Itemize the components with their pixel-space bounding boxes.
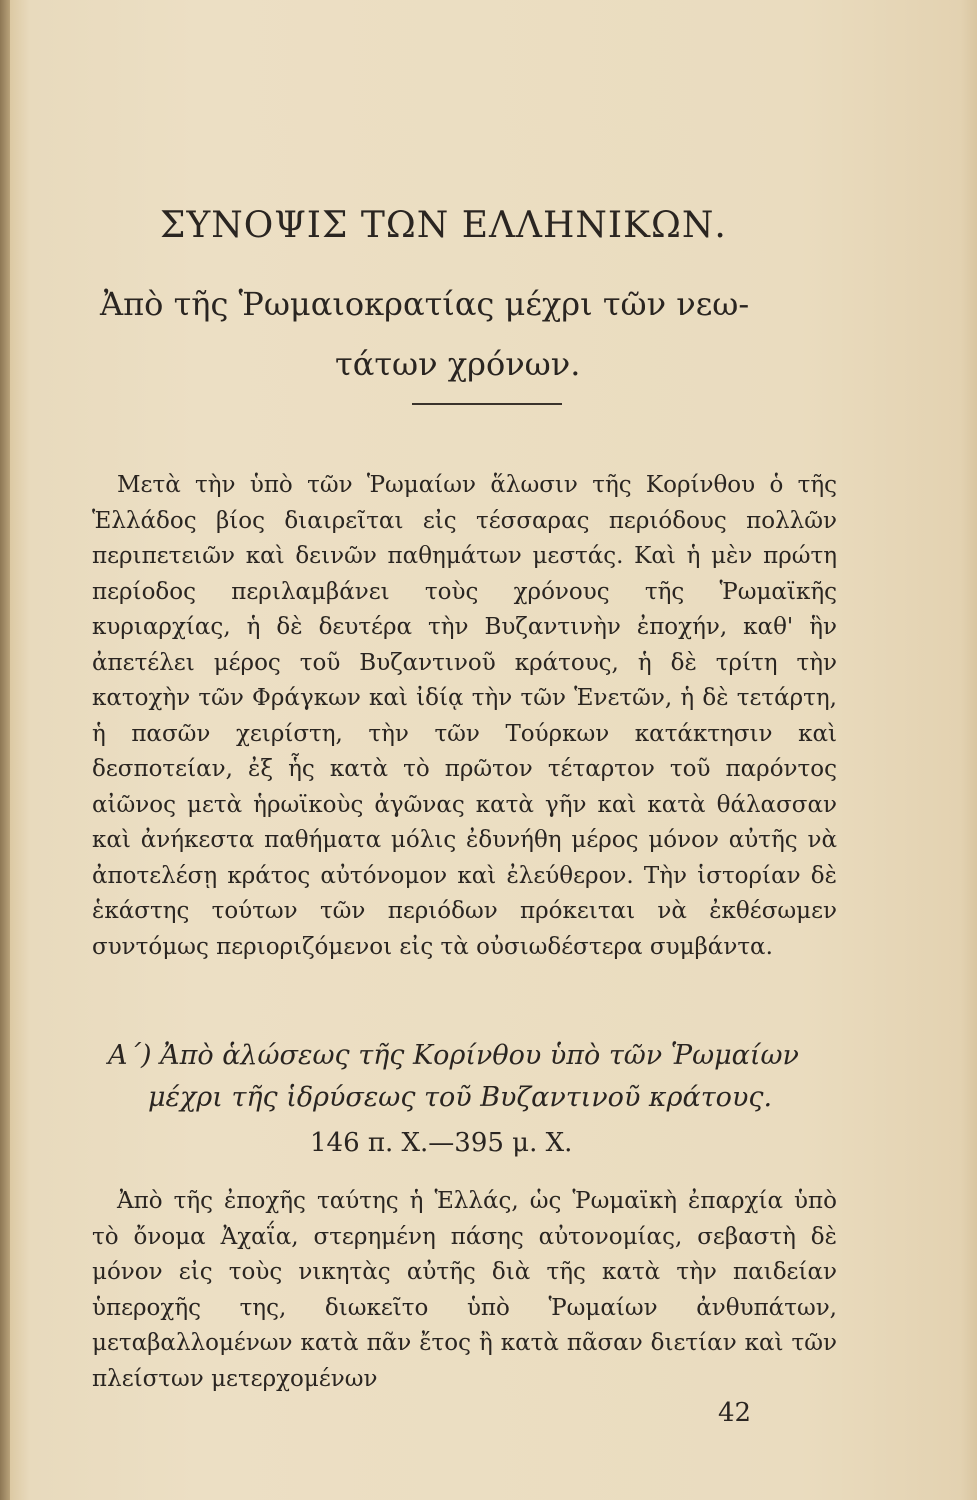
subtitle-line-2: τάτων χρόνων. [335, 345, 581, 383]
section-divider [412, 403, 562, 405]
page-number: 42 [718, 1398, 752, 1428]
subtitle-line-1: Ἀπὸ τῆς Ῥωμαιοκρατίας μέχρι τῶν νεω- [100, 285, 750, 323]
page-binding-edge [0, 0, 10, 1500]
page-title: ΣΥΝΟΨΙΣ ΤΩΝ ΕΛΛΗΝΙΚΩΝ. [160, 205, 727, 246]
intro-paragraph: Μετὰ τὴν ὑπὸ τῶν Ῥωμαίων ἅλωσιν τῆς Κορίνθου ὁ τῆς Ἑλλάδος βίος διαιρεῖται εἰς τέσσαρας περιόδους πολλῶν περιπετειῶν καὶ δεινῶν παθημάτων μεστάς. Καὶ ἡ μὲν πρώτη περίοδος περιλαμβάνει τοὺς χρόνους τῆς Ῥωμαϊκῆς κυριαρχίας, ἡ δὲ δευτέρα τὴν Βυζαντινὴν ἐποχήν, καθ' ἣν ἀπετέλει μέρος τοῦ Βυζαντινοῦ κράτους, ἡ δὲ τρίτη τὴν κατοχὴν τῶν Φράγκων καὶ ἰδίᾳ τὴν τῶν Ἑνετῶν, ἡ δὲ τετάρτη, ἡ πασῶν χειρίστη, τὴν τῶν Τούρκων κατάκτησιν καὶ δεσποτείαν, ἐξ ἧς κατὰ τὸ πρῶτον τέταρτον τοῦ παρόντος αἰῶνος μετὰ ἡρωϊκοὺς ἀγῶνας κατὰ γῆν καὶ κατὰ θάλασσαν καὶ ἀνήκεστα παθήματα μόλις ἐδυνήθη μέρος μόνον αὐτῆς νὰ ἀποτελέσῃ κράτος αὐτόνομον καὶ ἐλεύθερον. Τὴν ἱστορίαν δὲ ἑκάστης τούτων τῶν περιόδων πρόκειται νὰ ἐκθέσωμεν συντόμως περιοριζόμενοι εἰς τὰ οὐσιωδέστερα συμβάντα. [92, 472, 837, 960]
section-paragraph: Ἀπὸ τῆς ἐποχῆς ταύτης ἡ Ἑλλάς, ὡς Ῥωμαϊκὴ ἐπαρχία ὑπὸ τὸ ὄνομα Ἀχαΐα, στερημένη πάσης αὐτονομίας, σεβαστὴ δὲ μόνον εἰς τοὺς νικητὰς αὐτῆς διὰ τῆς κατὰ τὴν παιδείαν ὑπεροχῆς της, διωκεῖτο ὑπὸ Ῥωμαίων ἀνθυπάτων, μεταβαλλομένων κατὰ πᾶν ἔτος ἢ κατὰ πᾶσαν διετίαν καὶ τῶν πλείστων μετερχομένων [92, 1188, 837, 1392]
section-dates: 146 π. Χ.—395 μ. Χ. [310, 1128, 573, 1158]
section-heading-line-2: μέχρι τῆς ἱδρύσεως τοῦ Βυζαντινοῦ κράτους. [148, 1082, 773, 1113]
section-heading-line-1: Α΄) Ἀπὸ ἁλώσεως τῆς Κορίνθου ὑπὸ τῶν Ῥωμαίων [108, 1040, 799, 1071]
